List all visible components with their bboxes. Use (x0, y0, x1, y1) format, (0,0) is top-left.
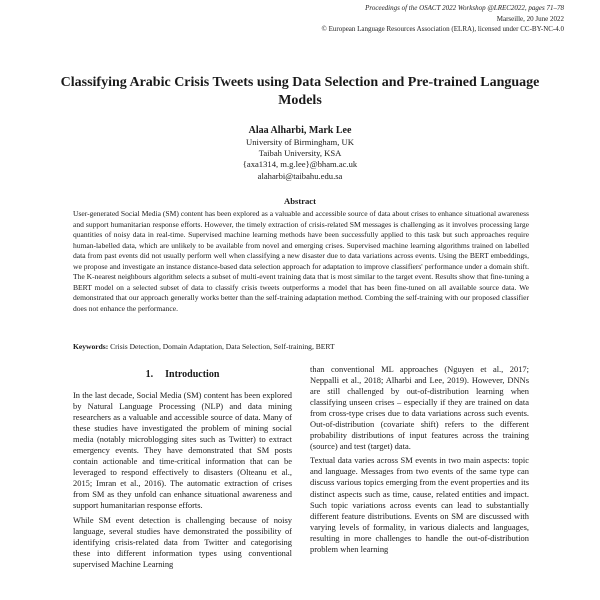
keywords-line (73, 342, 529, 352)
left-column (73, 364, 292, 573)
body-paragraph: While SM event detection is challenging because of noisy language, several studies have demonstrated the possibility of identifying crisis-related data from Twitter and categorising these into different information types using conventional supervised Machine Learning (73, 514, 292, 569)
section-number: 1. (145, 369, 154, 380)
body-paragraph: In the last decade, Social Media (SM) content has been explored by Natural Language Processing (NLP) and data mining researchers as a valuable and accessible source of data. Many of these studies have investigated the problem of mining social media (notably microblogging sites such as Twitter) to extract emergency events. They have demonstrated that SM posts contain actionable and time-critical information that can be leveraged to respond effectively to disasters (Olteanu et al., 2015; Imran et al., 2016). The automatic extraction of crises from SM as they unfold can enhance situational awareness and support humanitarian response efforts. (73, 390, 292, 511)
location-date-line: Marseille, 20 June 2022 (496, 14, 564, 23)
email-1: {axa1314, m.g.lee}@bham.ac.uk (242, 159, 358, 170)
abstract-heading: Abstract (284, 196, 316, 206)
body-paragraph: than conventional ML approaches (Nguyen et al., 2017; Neppalli et al., 2018; Alharbi and Lee, 2019). However, DNNs are still challenged by out-of-distribution learning when classifying unseen crises – especially if they are trained on data from cross-type crises due to data variations across such events. Out-of-distribution (covariate shift) refers to the different probability distributions of input features across the training (source) and test (target) data. (310, 364, 529, 452)
right-column (310, 364, 529, 558)
section-heading (73, 368, 292, 381)
author-names: Alaa Alharbi, Mark Lee (248, 125, 352, 136)
email-2: alaharbi@taibahu.edu.sa (257, 170, 343, 181)
keywords-text: Crisis Detection, Domain Adaptation, Data Selection, Self-training, BERT (110, 342, 335, 351)
author-block (150, 124, 450, 182)
keywords-label: Keywords: (73, 342, 109, 351)
body-paragraph: Textual data varies across SM events in two main aspects: topic and language. Messages from two events of the same type can discuss various topics emerging from the event properties and its distinct aspects such as time, cause, related entities and impact. Such topic variations across events can lead to substantially different feature distributions. Events on SM are discussed with varying levels of formality, in various dialects and languages, resulting in more challenges to handle the out-of-distribution problem when learning (310, 455, 529, 554)
affiliation-1: University of Birmingham, UK (246, 137, 354, 147)
abstract-text: User-generated Social Media (SM) content has been explored as a valuable and accessible source of data about crises to enhance situational awareness and support humanitarian response efforts. However, the timely extraction of crisis-related SM messages is challenging as it involves processing large quantities of noisy data in real-time. Supervised machine learning methods have been successfully applied to this task but such approaches require human-labelled data, which are unlikely to be available from novel and emerging crises. Supervised machine learning algorithms trained on labelled data from past events did not usually perform well when classifying a new disaster due to data variations across events. Using the BERT embeddings, we propose and investigate an instance distance-based data selection approach for adaptation to improve classifiers' performance under a domain shift. The K-nearest neighbours algorithm selects a subset of multi-event training data that is most similar to the target event. Results show that fine-tuning a BERT model on a selected subset of data to classify crisis tweets outperforms a model that has been fine-tuned on all available source data. We demonstrated that our approach generally works better than the self-training adaptation method. Combing the self-training with our proposed classifier does not enhance the performance. (73, 209, 529, 313)
proceedings-line: Proceedings of the OSACT 2022 Workshop @LREC2022, pages 71–78 (365, 4, 564, 12)
section-title: Introduction (165, 369, 220, 380)
license-line: © European Language Resources Association (ELRA), licensed under CC-BY-NC-4.0 (321, 25, 564, 33)
proceedings-header (234, 3, 564, 35)
paper-title: Classifying Arabic Crisis Tweets using Data Selection and Pre-trained Language Models (60, 75, 540, 108)
affiliation-2: Taibah University, KSA (258, 148, 342, 159)
